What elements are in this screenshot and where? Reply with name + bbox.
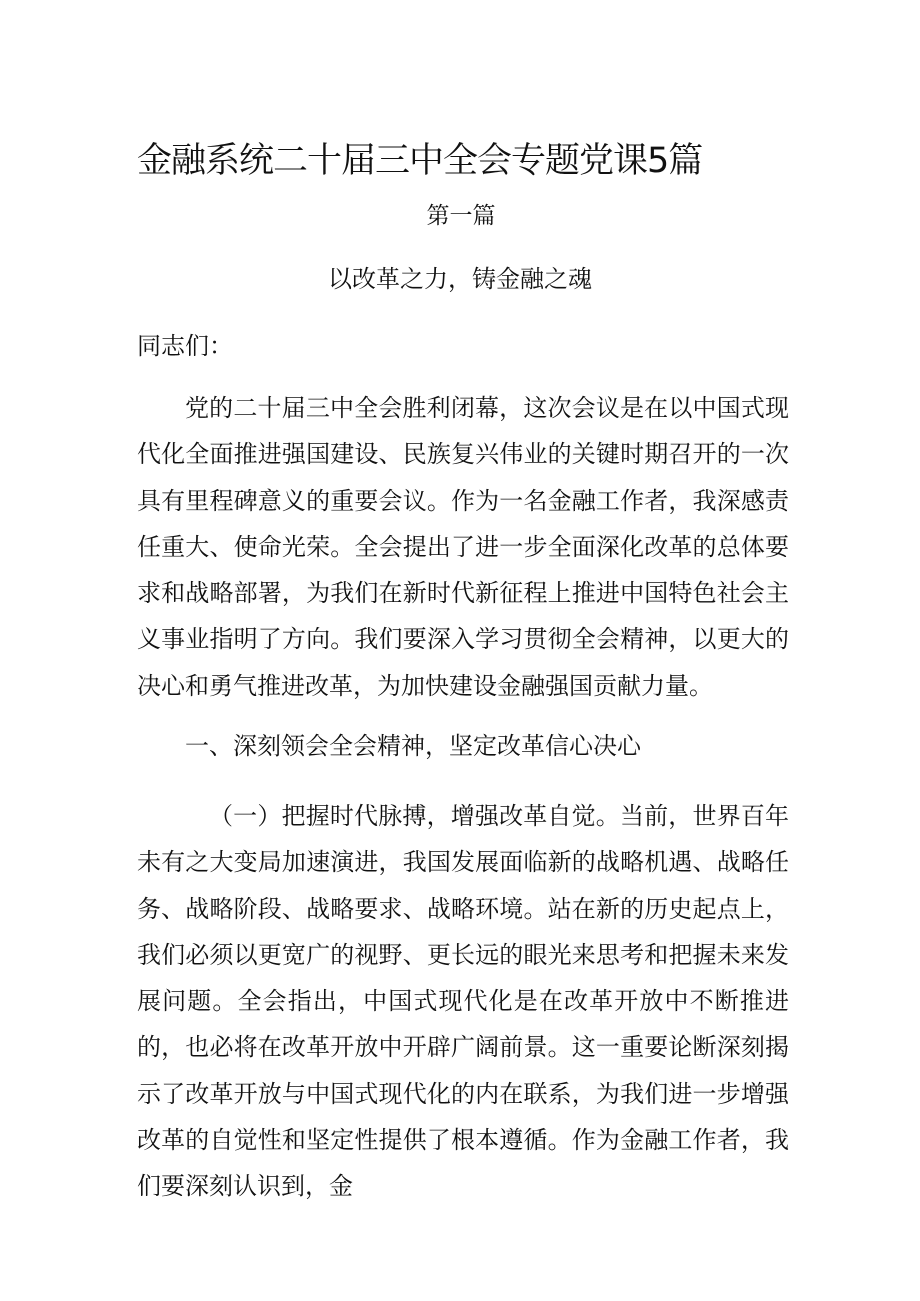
salutation: 同志们： <box>137 332 233 360</box>
section-heading: 一、深刻领会全会精神，坚定改革信心决心 <box>185 732 641 760</box>
part-label: 第一篇 <box>426 203 496 229</box>
speech-subtitle: 以改革之力，铸金融之魂 <box>328 265 592 293</box>
body-paragraph: 党的二十届三中全会胜利闭幕，这次会议是在以中国式现代化全面推进强国建设、民族复兴伟业的关键时期召开的一次具有里程碑意义的重要会议。作为一名金融工作者，我深感责任重大、使命光荣。全会提出了进一步全面深化改革的总体要求和战略部署，为我们在新时代新征程上推进中国特色社会主义事业指明了方向。我们要深入学习贯彻全会精神，以更大的决心和勇气推进改革，为加快建设金融强国贡献力量。 <box>137 394 789 700</box>
body-paragraph: （一）把握时代脉搏，增强改革自觉。当前，世界百年未有之大变局加速演进，我国发展面临新的战略机遇、战略任务、战略阶段、战略要求、战略环境。站在新的历史起点上，我们必须以更宽广的视野、更长远的眼光来思考和把握未来发展问题。全会指出，中国式现代化是在改革开放中不断推进的，也必将在改革开放中开辟广阔前景。这一重要论断深刻揭示了改革开放与中国式现代化的内在联系，为我们进一步增强改革的自觉性和坚定性提供了根本遵循。作为金融工作者，我们要深刻认识到，金 <box>137 802 789 1201</box>
document-title: 金融系统二十届三中全会专题党课5篇 <box>137 141 703 181</box>
